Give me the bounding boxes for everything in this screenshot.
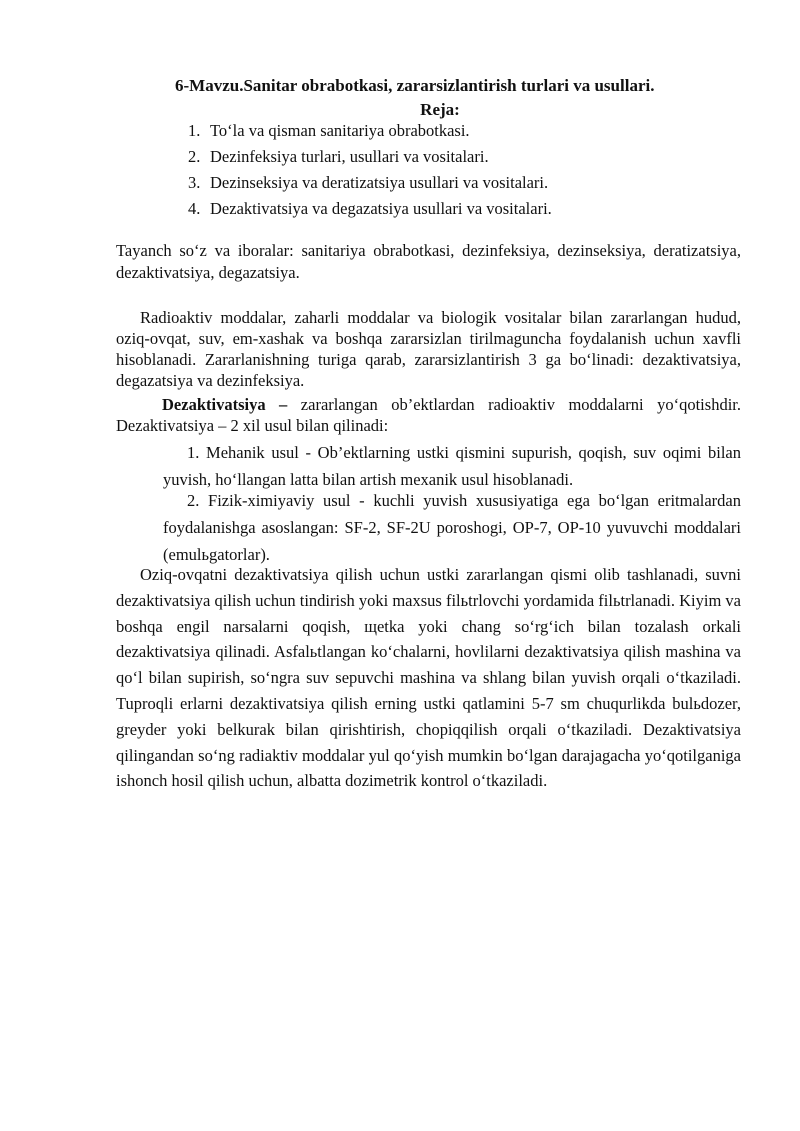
intro-paragraph: Radioaktiv moddalar, zaharli moddalar va biologik vositalar bilan zararlangan hudud, oziq-ovqat, suv, em-xashak va boshqa zararsizlan tirilmaguncha foydalanish uchun xavfli hisoblanadi. Zararlanishning turiga qarab, zararsizlantirish 3 ga bo‘linadi: dezaktivatsiya, degazatsiya va dezinfeksiya. <box>116 308 741 390</box>
plan-item-text: Dezinfeksiya turlari, usullari va vositalari. <box>210 147 489 166</box>
document-title: 6-Mavzu.Sanitar obrabotkasi, zararsizlantirish turlari va usullari. <box>175 76 655 95</box>
plan-list <box>188 121 552 225</box>
plan-heading: Reja: <box>420 100 460 119</box>
method-item: 1. Mehanik usul - Ob’ektlarning ustki qismini supurish, qoqish, suv oqimi bilan yuvish, ho‘llangan latta bilan artish mexanik usul hisoblanadi. <box>163 443 741 489</box>
plan-item-text: Dezaktivatsiya va degazatsiya usullari va vositalari. <box>210 199 552 218</box>
plan-item-text: Dezinseksiya va deratizatsiya usullari va vositalari. <box>210 173 549 192</box>
plan-item <box>188 147 552 173</box>
definition-paragraph <box>116 394 741 436</box>
definition-term: Dezaktivatsiya – <box>162 395 288 414</box>
plan-item-number: 2. <box>188 147 201 166</box>
plan-item <box>188 173 552 199</box>
plan-item-number: 1. <box>188 121 201 140</box>
plan-item-number: 3. <box>188 173 201 192</box>
definition-text: zararlangan ob’ektlardan radioaktiv moddalarni yo‘qotishdir. Dezaktivatsiya – 2 xil usul bilan qilinadi: <box>116 395 741 435</box>
plan-item-text: To‘la va qisman sanitariya obrabotkasi. <box>210 121 470 140</box>
plan-item <box>188 121 552 147</box>
plan-item <box>188 199 552 225</box>
method-item: 2. Fizik-ximiyaviy usul - kuchli yuvish xususiyatiga ega bo‘lgan eritmalardan foydalanishga asoslangan: SF-2, SF-2U poroshogi, OP-7, OP-10 yuvuvchi moddalari (emulьgatorlar). <box>163 491 741 564</box>
plan-item-number: 4. <box>188 199 201 218</box>
keywords-paragraph: Tayanch so‘z va iboralar: sanitariya obrabotkasi, dezinfeksiya, dezinseksiya, deratizatsiya, dezaktivatsiya, degazatsiya. <box>116 241 741 282</box>
body-paragraph: Oziq-ovqatni dezaktivatsiya qilish uchun ustki zararlangan qismi olib tashlanadi, suvni dezaktivatsiya qilish uchun tindirish yoki maxsus filьtrlovchi yordamida filьtrlanadi. Kiyim va boshqa engil narsalarni qoqish, щetka yoki chang so‘rg‘ich bilan tozalash orkali dezaktivatsiya qilinadi. Asfalьtlangan ko‘chalarni, hovlilarni dezaktivatsiya qilish mashina va qo‘l bilan supirish, so‘ngra suv sepuvchi mashina va shlang bilan yuvish orqali o‘tkaziladi. Tuproqli erlarni dezaktivatsiya qilish erning ustki qatlamini 5-7 sm chuqurlikda bulьdozer, greyder yoki belkurak bilan qirishtirish, chopiqqilish orqali o‘tkaziladi. Dezaktivatsiya qilingandan so‘ng radiaktiv moddalar yul qo‘yish mumkin bo‘lgan darajagacha yo‘qotilganiga ishonch hosil qilish uchun, albatta dozimetrik kontrol o‘tkaziladi. <box>116 565 741 791</box>
